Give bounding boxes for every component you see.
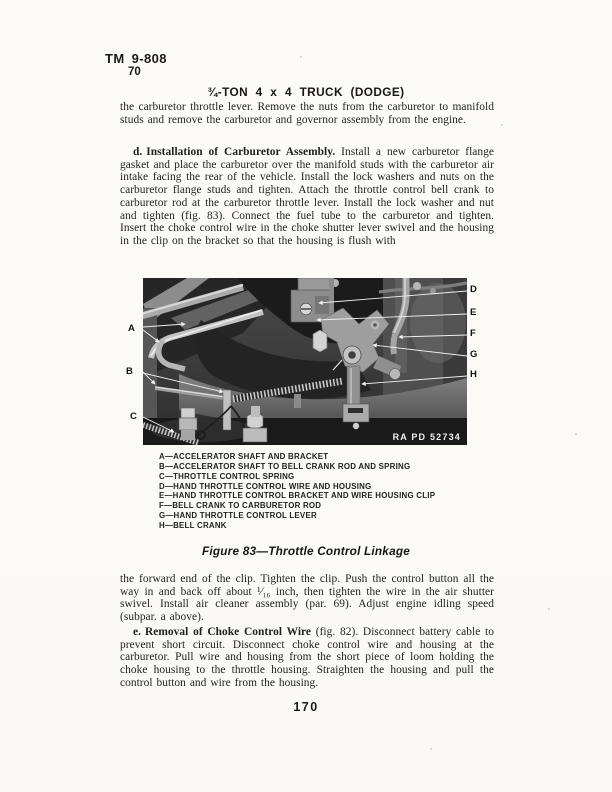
legend-text: —ACCELERATOR SHAFT TO BELL CRANK ROD AND SPRING: [164, 461, 411, 471]
legend-letter: G: [159, 511, 166, 521]
legend-letter: C: [159, 471, 165, 481]
legend-text: —HAND THROTTLE CONTROL LEVER: [165, 511, 317, 521]
legend-row-b: [159, 462, 435, 472]
callout-letter-h: H: [470, 369, 477, 380]
legend-letter: B: [159, 461, 165, 471]
scan-speck: [501, 124, 503, 126]
photo-id: RA PD 52734: [392, 432, 461, 442]
scan-speck: [548, 608, 550, 610]
callout-letter-d: D: [470, 284, 477, 295]
figure-caption: Figure 83—Throttle Control Linkage: [201, 544, 410, 558]
callout-letter-g: G: [470, 349, 478, 360]
scan-speck: [430, 748, 432, 750]
legend-text: —BELL CRANK: [164, 520, 227, 530]
legend-row-e: [159, 491, 435, 501]
paragraph-d: [120, 146, 494, 248]
callout-letter-e: E: [470, 307, 477, 318]
legend-row-a: [159, 452, 435, 462]
legend-row-c: [159, 472, 435, 482]
legend-letter: F: [159, 501, 165, 511]
paragraph-e-heading: Removal of Choke Control Wire: [145, 626, 312, 638]
paragraph-e-letter: e.: [133, 626, 142, 638]
legend-row-f: [159, 501, 435, 511]
legend-row-g: [159, 511, 435, 521]
callout-letter-b: B: [126, 366, 133, 377]
paragraph-d-heading: Installation of Carburetor Assembly.: [146, 146, 336, 158]
legend-text: —HAND THROTTLE CONTROL BRACKET AND WIRE HOUSING CLIP: [164, 491, 436, 501]
figure-83-photo: [143, 278, 467, 445]
paragraph-after-figure: the forward end of the clip. Tighten the clip. Push the control button all the way in and back off about ¹⁄₁₆ inch, then tighten the wire in the air shutter swivel. Install air cleaner assembly (par. 69). Adjust engine idling speed (subpar. a above).: [120, 573, 494, 624]
legend-text: —ACCELERATOR SHAFT AND BRACKET: [164, 452, 329, 461]
throttle-linkage-photo-art: [143, 278, 467, 445]
paragraph-intro: the carburetor throttle lever. Remove the nuts from the carburetor to manifold studs and remove the carburetor and governor assembly from the engine.: [120, 101, 494, 126]
paragraph-e: [120, 626, 494, 690]
callout-letter-f: F: [470, 328, 476, 339]
legend-text: —HAND THROTTLE CONTROL WIRE AND HOUSING: [164, 481, 372, 491]
paragraph-e-text: (fig. 82). Disconnect battery cable to prevent short circuit. Disconnect choke control wire and housing at the carburetor. Pull wire and housing from the short piece of loom holding the choke housing to the throttle housing. Straighten the housing and pull the control button and wire from the housing.: [120, 626, 494, 689]
legend-row-d: [159, 482, 435, 492]
legend-text: —THROTTLE CONTROL SPRING: [164, 471, 295, 481]
scan-speck: [300, 56, 302, 58]
callout-letter-a: A: [128, 323, 135, 334]
legend-letter: A: [159, 452, 165, 461]
paragraph-d-text: Install a new carburetor flange gasket and place the carburetor over the manifold studs with the carburetor air intake facing the rear of the vehicle. Install the lock washers and nuts on the carburetor flange studs and tighten. Attach the throttle control bell crank to carburetor rod at the carburetor throttle lever. Install the lock washer and nut and tighten (fig. 83). Connect the fuel tube to the carburetor and tighten. Insert the choke control wire in the choke shutter lever swivel and the housing in the clip on the bracket so that the housing is flush with: [120, 146, 494, 247]
legend-row-h: [159, 521, 435, 531]
legend-letter: H: [159, 520, 165, 530]
legend-letter: D: [159, 481, 165, 491]
paragraph-ref-number: 70: [128, 66, 141, 78]
scan-speck: [575, 433, 577, 435]
running-title: ¾-TON 4 x 4 TRUCK (DODGE): [207, 85, 405, 99]
page-number: 170: [293, 700, 319, 714]
legend-letter: E: [159, 491, 165, 501]
legend-text: —BELL CRANK TO CARBURETOR ROD: [164, 501, 322, 511]
callout-letter-c: C: [130, 411, 137, 422]
figure-legend: [159, 452, 435, 531]
paragraph-d-letter: d.: [133, 146, 143, 158]
tm-number: TM 9-808: [105, 51, 167, 66]
